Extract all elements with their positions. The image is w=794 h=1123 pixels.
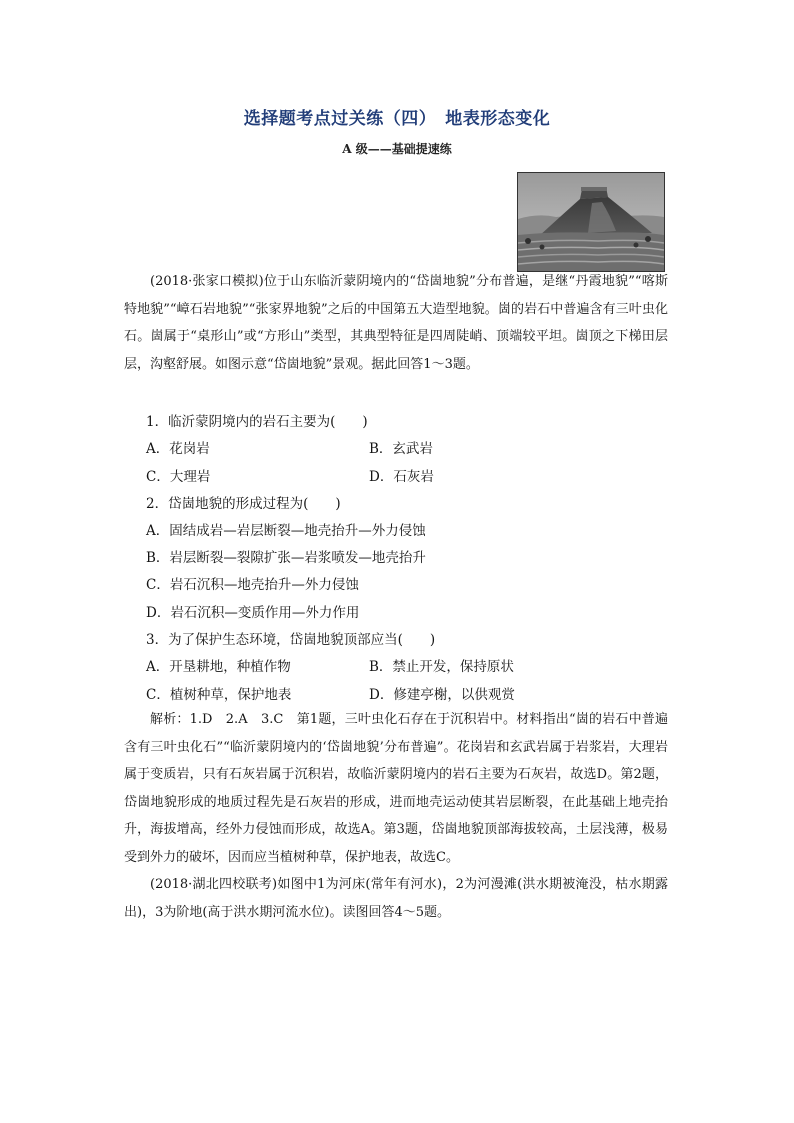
question-2-option-a: A．固结成岩—岩层断裂—地壳抬升—外力侵蚀 bbox=[146, 523, 426, 539]
question-1-option-d: D．石灰岩 bbox=[369, 469, 434, 485]
passage-intro-2: (2018·湖北四校联考)如图中1为河床(常年有河水)，2为河漫滩(洪水期被淹没，枯水期露出)，3为阶地(高于洪水期河流水位)。读图回答4～5题。 bbox=[124, 877, 668, 920]
question-3-option-d: D．修建亭榭，以供观赏 bbox=[369, 687, 515, 703]
mesa-landscape-image bbox=[518, 173, 664, 271]
question-3-option-c: C．植树种草，保护地表 bbox=[146, 687, 292, 703]
landform-photo bbox=[517, 172, 665, 272]
question-2-stem: 2．岱崮地貌的形成过程为( ) bbox=[146, 496, 341, 512]
question-1-stem: 1．临沂蒙阴境内的岩石主要为( ) bbox=[146, 414, 368, 430]
question-1-option-b: B．玄武岩 bbox=[369, 441, 433, 457]
passage-intro-1: (2018·张家口模拟)位于山东临沂蒙阴境内的“岱崮地貌”分布普遍，是继“丹霞地貌”“喀斯特地貌”“嶂石岩地貌”“张家界地貌”之后的中国第五大造型地貌。崮的岩石中普遍含有三叶虫化石。崮属于“桌形山”或“方形山”类型，其典型特征是四周陡峭、顶端较平坦。崮顶之下梯田层层，沟壑舒展。如图示意“岱崮地貌”景观。据此回答1～3题。 bbox=[124, 274, 668, 372]
question-1-option-c: C．大理岩 bbox=[146, 469, 211, 485]
question-2-option-c: C．岩石沉积—地壳抬升—外力侵蚀 bbox=[146, 577, 359, 593]
answer-analysis: 解析：1.D 2.A 3.C 第1题，三叶虫化石存在于沉积岩中。材料指出“崮的岩石中普遍含有三叶虫化石”“临沂蒙阴境内的‘岱崮地貌’分布普遍”。花岗岩和玄武岩属于岩浆岩，大理岩属于变质岩，只有石灰岩属于沉积岩，故临沂蒙阴境内的岩石主要为石灰岩，故选D。第2题，岱崮地貌形成的地质过程先是石灰岩的形成，进而地壳运动使其岩层断裂，在此基础上地壳抬升，海拔增高，经外力侵蚀而形成，故选A。第3题，岱崮地貌顶部海拔较高，土层浅薄，极易受到外力的破坏，因而应当植树种草，保护地表，故选C。 bbox=[124, 712, 668, 865]
question-1-option-a: A．花岗岩 bbox=[146, 441, 210, 457]
question-3-option-b: B．禁止开发，保持原状 bbox=[369, 659, 514, 675]
question-3-stem: 3．为了保护生态环境，岱崮地貌顶部应当( ) bbox=[146, 632, 436, 648]
question-2-option-d: D．岩石沉积—变质作用—外力作用 bbox=[146, 605, 360, 621]
section-subtitle: A 级——基础提速练 bbox=[342, 142, 452, 156]
question-3-option-a: A．开垦耕地，种植作物 bbox=[146, 659, 291, 675]
question-2-option-b: B．岩层断裂—裂隙扩张—岩浆喷发—地壳抬升 bbox=[146, 550, 426, 566]
page-title: 选择题考点过关练（四） 地表形态变化 bbox=[243, 109, 551, 129]
